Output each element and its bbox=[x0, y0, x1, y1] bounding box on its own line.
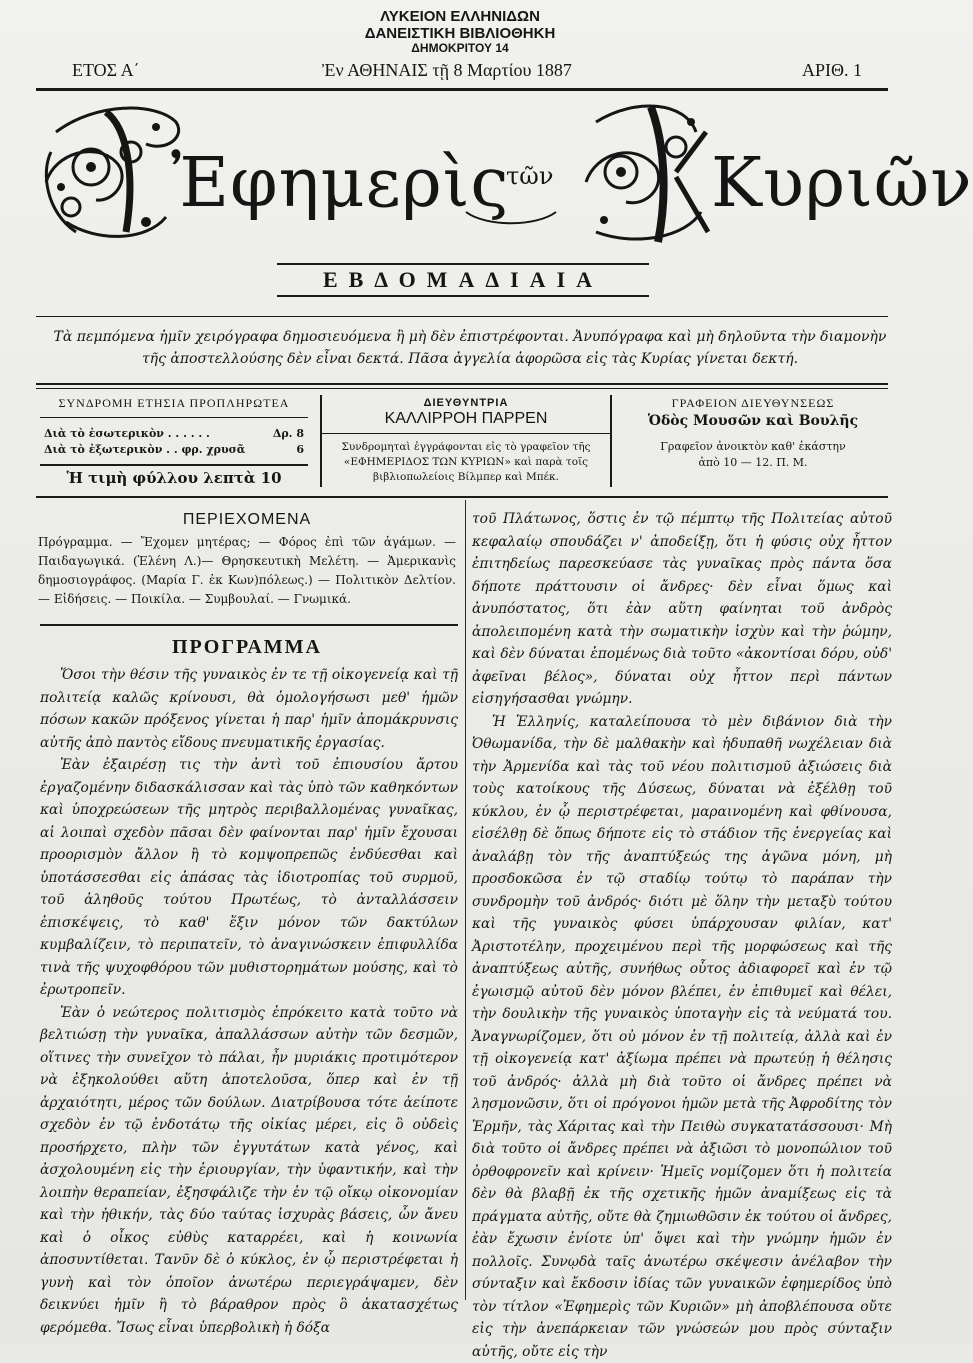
single-sheet-price: Ἡ τιμὴ φύλλου λεπτὰ 10 bbox=[40, 464, 308, 486]
issue-date: Ἐν ΑΘΗΝΑΙΣ τῇ 8 Μαρτίου 1887 bbox=[322, 60, 572, 81]
editor-name: ΚΑΛΛΙΡΡΟΗ ΠΑΡΡΕΝ bbox=[322, 411, 610, 427]
submission-notice bbox=[30, 326, 910, 370]
issue-number: ΑΡΙΘ. 1 bbox=[802, 60, 862, 81]
column-divider bbox=[465, 500, 466, 1300]
domestic-price: Δρ. 8 bbox=[273, 426, 304, 442]
info-top-rule bbox=[36, 383, 888, 385]
editor-box bbox=[320, 395, 612, 487]
editor-body: Συνδρομηταὶ ἐγγράφονται εἰς τὸ γραφεῖον τῆς «ΕΦΗΜΕΡΙΔΟΣ ΤΩΝ ΚΥΡΙΩΝ» καὶ παρὰ τοῖς βιβλιοπωλείοις Βίλμπερ καὶ Μπέκ. bbox=[322, 433, 610, 485]
domestic-price-row bbox=[40, 426, 308, 442]
stamp-line-1: ΛΥΚΕΙΟΝ ΕΛΛΗΝΙΔΩΝ bbox=[300, 8, 620, 25]
office-box bbox=[618, 395, 888, 471]
foreign-price: 6 bbox=[296, 442, 304, 458]
article-left-column bbox=[40, 664, 458, 1339]
title-word-2: Κυριῶν bbox=[711, 144, 973, 223]
dateline bbox=[72, 58, 862, 84]
office-hours-line-1: Γραφεῖον ἀνοικτὸν καθ' ἑκάστην bbox=[618, 439, 888, 455]
subscription-divider bbox=[40, 417, 308, 418]
notice-line-1: Τὰ πεμπόμενα ἡμῖν χειρόγραφα δημοσιευόμενα ἢ μὴ δὲν ἐπιστρέφονται. Ἀνυπόγραφα καὶ μὴ δηλοῦντα τὴν διαμονὴν bbox=[30, 326, 910, 348]
title-connector: τῶν bbox=[506, 162, 553, 190]
article-paragraph: Ἐὰν ὁ νεώτερος πολιτισμὸς ἐπρόκειτο κατὰ τοῦτο νὰ βελτιώσῃ τὴν γυναῖκα, ἀπαλλάσσων αὐτὴν τῶν δεσμῶν, οἵτινες τὴν συνεῖχον τὸ πάλαι, ἦν μυριάκις προτιμότερον νὰ ἐξηκολούθει αὕτη ἀποτελοῦσα, ὅπερ καὶ ἐν τῇ ἀρχαιότητι, μέρος τῶν δούλων. Διατρίβουσα τότε ἀείποτε σχεδὸν ἐν τῷ ἐνδοτάτῳ τῆς οἰκίας μέρει, εἰς ὃ οὐδεὶς προσήρχετο, πλὴν τῶν ἐγγυτάτων κατὰ γένος, καὶ ἀσχολουμένη εἰς τὴν ἐριουργίαν, τὴν ὑφαντικήν, καὶ τὴν λοιπὴν θεραπείαν, ἐξησφάλιζε τὴν ἐν τῷ οἴκῳ οἰκονομίαν καὶ τὴν ἠθικήν, τὰς δύο ταύτας ἰσχυρὰς βάσεις, ὧν ἄνευ καὶ ὁ οἶκος εὐθὺς καταρρέει, καὶ ἡ κοινωνία ἀποσυντίθεται. Τανῦν δὲ ὁ κύκλος, ἐν ᾧ περιστρέφεται ἡ γυνὴ καὶ τὸν ὁποῖον ἀνωτέρω περιεγράψαμεν, δὲν δεικνύει ἡμῖν ἢ τὸ βάραθρον πρὸς ὃ ἀκατασχέτως φερόμεθα. Ἴσως εἶναι ὑπερβολικὴ ἡ δόξα bbox=[40, 1002, 458, 1340]
notice-top-rule bbox=[36, 316, 888, 317]
article-right-column bbox=[472, 508, 892, 1363]
domestic-label: Διὰ τὸ ἐσωτερικὸν . . . . . . bbox=[44, 426, 210, 442]
library-stamp bbox=[300, 8, 620, 55]
subscription-heading: ΣΥΝΔΡΟΜΗ ΕΤΗΣΙΑ ΠΡΟΠΛΗΡΩΤΕΑ bbox=[40, 395, 308, 411]
info-bottom-rule bbox=[36, 496, 888, 498]
stamp-line-3: ΔΗΜΟΚΡΙΤΟΥ 14 bbox=[300, 42, 620, 55]
masthead bbox=[36, 92, 888, 250]
article-paragraph: Ἡ Ἑλληνίς, καταλείπουσα τὸ μὲν διβάνιον διὰ τὴν Ὀθωμανίδα, τὴν δὲ μαλθακὴν καὶ ἡδυπαθῆ νωχέλειαν διὰ τὴν Ἀρμενίδα καὶ τὰς τοῦ νέου πολιτισμοῦ ἀξιώσεις διὰ τοὺς κατοίκους τῆς Δύσεως, δύναται νὰ ἐξέλθῃ τοῦ κύκλου, ἐν ᾧ περιστρέφεται, μαραινομένη καὶ φθίνουσα, εἰσέλθῃ δὲ ὅπως δήποτε εἰς τὸ στάδιον τῆς ἐνεργείας καὶ ἀναλάβῃ τὸν τῆς ἀναπτύξεώς της ἀγῶνα μόνη, μὴ προσδοκῶσα ἐν τῷ σταδίῳ τούτῳ τὸ παράπαν τὴν συνδρομὴν τοῦ ἀνδρός· διότι μὲ ὅλην τὴν μεταξὺ τούτου καὶ τῆς γυναικὸς φύσει ὑπάρχουσαν φιλίαν, κατ' Ἀριστοτέλην, προχειμένου περὶ τῆς μορφώσεως καὶ τῆς ἀναπτύξεως αὐτῆς, συνήθως οὗτος ἀδιαφορεῖ καὶ ἐν τῷ ἐγωισμῷ αὐτοῦ δὲν μόνον βλέπει, ἐν ἐπιθυμεῖ καὶ θέλει, τὴν δουλικὴν τῆς γυναικὸς ὑποταγὴν εἰς τὰ νεύματά του. Ἀναγνωρίζομεν, ὅτι οὐ μόνον ἐν τῇ πολιτείᾳ, ἀλλὰ καὶ ἐν τῇ οἰκογενείᾳ κατ' ἀξίωμα πρέπει νὰ πρωτεύῃ ἡ θέλησις τοῦ ἀνδρός· ἀλλὰ μὴ διὰ τοῦτο οἱ ἄνδρες πρέπει νὰ λησμονῶσιν, ὅτι οἱ πρόγονοι ἡμῶν μετὰ τῆς Ἀφροδίτης τὸν Ἑρμῆν, τὰς Χάριτας καὶ τὴν Πειθὼ συγκατατάσσουσι· Μὴ διὰ τοῦτο οἱ ἄνδρες πρέπει νὰ ἀξιῶσι τὸ μονοπώλιον τοῦ ὀρθοφρονεῖν καὶ κρίνειν· Ἡμεῖς νομίζομεν ὅτι ἡ πολιτεία δὲν θὰ βλαβῇ ἐκ τῆς σχετικῆς ἡμῶν ἀναμίξεως εἰς τὰ πράγματα αὐτῆς, οὔτε θὰ ζημιωθῶσιν ἐκ τούτου οἱ ἄνδρες, ἐὰν ἔχωσιν ἐνίοτε ὑπ' ὄψει καὶ τὴν γνώμην ἡμῶν ἐν πολλοῖς. Συνῳδὰ ταῖς ἀνωτέρω σκέψεσιν ἀνέλαβον τὴν σύνταξιν καὶ ἔκδοσιν ἰδίας τῶν γυναικῶν ἐφημερίδος ὑπὸ τὸν τίτλον «Ἐφημερὶς τῶν Κυριῶν» μὴ ἀποβλέπουσα οὔτε εἰς τὴν ἀνεπάρκειαν τῶν γνώσεών μου πρὸς σύνταξιν αὐτῆς, οὔτε εἰς τὴν bbox=[472, 711, 892, 1363]
title-word-1: Ἐφημερὶς bbox=[171, 144, 510, 223]
contents-bottom-rule bbox=[40, 624, 458, 626]
article-title: ΠΡΟΓΡΑΜΜΑ bbox=[38, 636, 456, 659]
info-top-rule-thin bbox=[36, 388, 888, 389]
year-label: ΕΤΟΣ Α΄ bbox=[72, 60, 140, 81]
article-paragraph: Ὅσοι τὴν θέσιν τῆς γυναικὸς ἐν τε τῇ οἰκογενείᾳ καὶ τῇ πολιτείᾳ καλῶς κρίνουσι, θὰ ὁμολογήσωσι μεθ' ἡμῶν πόσων κακῶν πρόξενος γίνεται ἡ παρ' ἡμῖν ἀπομάκρυνσις αὐτῆς ἀπὸ παντὸς εἴδους πνευματικῆς ἐργασίας. bbox=[40, 664, 458, 754]
foreign-price-row bbox=[40, 442, 308, 458]
article-paragraph: Ἐὰν ἐξαιρέσῃ τις τὴν ἀντὶ τοῦ ἐπιουσίου ἄρτου ἐργαζομένην διδασκάλισσαν καὶ τὰς ὑπὸ τῶν καθηκόντων καὶ ὑποχρεώσεων τῆς μητρὸς περιβαλλομένας γυναῖκας, αἱ λοιπαὶ σχεδὸν πᾶσαι δὲν φαίνονται παρ' ἡμῖν ἔχουσαι προορισμὸν ἄλλον ἢ τὸ κομψοπρεπῶς ἐνδύεσθαι καὶ ὑποτάσσεσθαι εἰς ἁπάσας τὰς ἰδιοτροπίας τοῦ συρμοῦ, τοῦ ἀληθοῦς τούτου Πρωτέως, τὸ ἀνταλλάσσειν ἐπισκέψεις, τὸ καθ' ἕξιν μόνον τῶν δακτύλων κυμβαλίζειν, τὸ περιπατεῖν, τὸ ἀναγινώσκειν ἐπιφυλλίδα τινὰ τῆς ψυχοφθόρου τῶν μυθιστορημάτων μούσης, καὶ τὸ ἐρωτροπεῖν. bbox=[40, 754, 458, 1002]
stamp-line-2: ΔΑΝΕΙΣΤΙΚΗ ΒΙΒΛΙΟΘΗΚΗ bbox=[300, 25, 620, 42]
subscription-box bbox=[40, 395, 308, 486]
contents-heading: ΠΕΡΙΕΧΟΜΕΝΑ bbox=[38, 510, 456, 529]
office-heading: ΓΡΑΦΕΙΟΝ ΔΙΕΥΘΥΝΣΕΩΣ bbox=[618, 395, 888, 411]
weekly-banner: ΕΒΔΟΜΑΔΙΑΙΑ bbox=[277, 263, 649, 297]
foreign-label: Διὰ τὸ ἐξωτερικὸν . . φρ. χρυσᾶ bbox=[44, 442, 245, 458]
editor-heading: ΔΙΕΥΘΥΝΤΡΙΑ bbox=[322, 395, 610, 411]
table-of-contents bbox=[38, 510, 456, 609]
contents-body: Πρόγραμμα. — Ἔχομεν μητέρας; — Φόρος ἐπὶ τῶν ἀγάμων. — Παιδαγωγικά. (Ἑλένη Λ.)— Θρησκευτικὴ Μελέτη. — Ἀμερικανὶς δημοσιογράφος. (Μαρία Γ. ἐκ Κων)πόλεως.) — Πολιτικὸν Δελτίον. — Εἰδήσεις. — Ποικίλα. — Συμβουλαί. — Γνωμικά. bbox=[38, 533, 456, 609]
article-paragraph: τοῦ Πλάτωνος, ὅστις ἐν τῷ πέμπτῳ τῆς Πολιτείας αὐτοῦ κεφαλαίῳ σπουδάζει ν' ἀποδείξῃ, ὅτι ἡ φύσις οὐχ ἧττον ἐπιτηδείως παρεσκεύασε τὰς γυναῖκας πρὸς πάντα ὅσα δήποτε πράττουσιν οἱ ἄνδρες· δὲν εἶναι ὅμως καὶ ἀνυπόστατος, ὅτι ἐὰν αὕτη φαίνηται τοῦ ἀνδρὸς ἀπολειπομένη κατὰ τὴν σωματικὴν ἰσχὺν καὶ τὴν ῥώμην, καὶ δὲν δύναται ἑπομένως διὰ τοῦτο «ἀκοντίσαι δόρυ, οὐδ' ἀφεῖναι βέλος», δύναται οὐχ ἧττον περὶ πάντων εἰσηγήσασθαι γνώμην. bbox=[472, 508, 892, 711]
notice-line-2: τῆς ἀποστελλούσης δὲν εἶναι δεκτά. Πᾶσα ἀγγελία ἀφορῶσα εἰς τὰς Κυρίας γίνεται δεκτή. bbox=[30, 348, 910, 370]
top-rule bbox=[36, 88, 888, 91]
office-address: Ὁδὸς Μουσῶν καὶ Βουλῆς bbox=[618, 413, 888, 429]
office-hours-line-2: ἀπὸ 10 — 12. Π. Μ. bbox=[618, 455, 888, 471]
